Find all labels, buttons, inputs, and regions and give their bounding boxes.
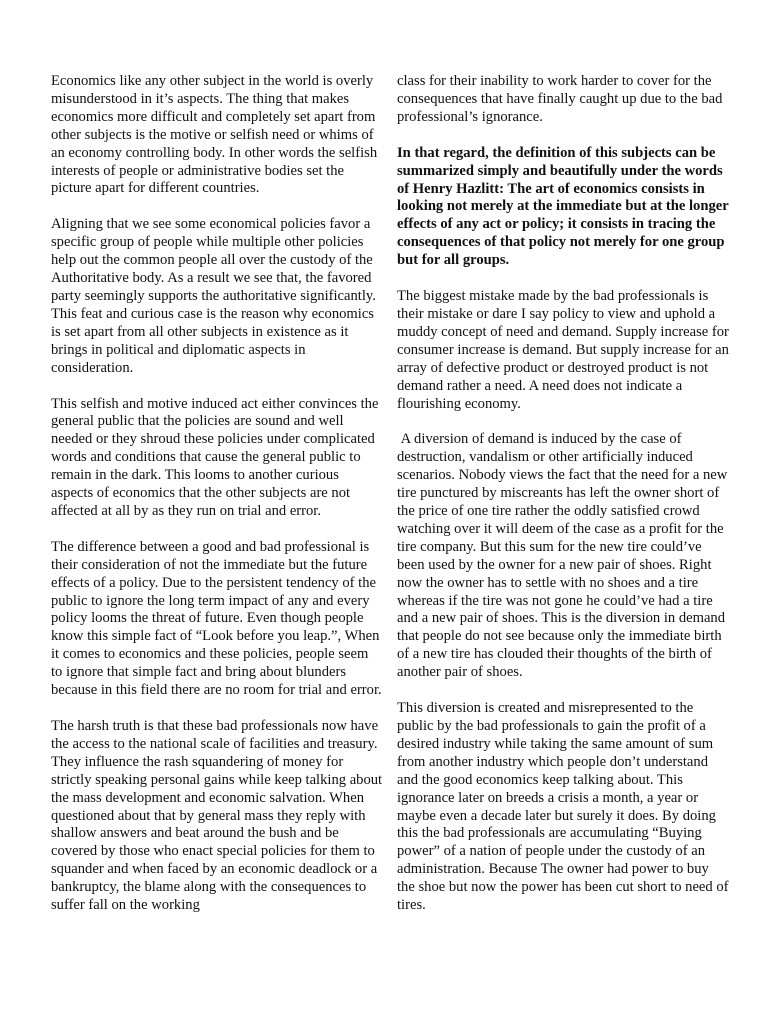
paragraph-need-demand: The biggest mistake made by the bad professionals is their mistake or dare I say policy to view and uphold a muddy concept of need and demand. Supply increase for consumer increase is demand. But supply increase for an array of defective product or destroyed product is not demand rather a need. A need does not indicate a flourishing economy. — [397, 288, 729, 412]
paragraph-continuation: class for their inability to work harder to cover for the consequences that have finally caught up due to the bad professional’s ignorance. — [397, 73, 723, 125]
paragraph-selfish-motive: This selfish and motive induced act either convinces the general public that the policies are sound and well needed or they shroud these policies under complicated words and conditions that cause the general public to remain in the dark. This looms to another curious aspects of economics that the other subjects are not affected at all by as they run on trial and error. — [51, 395, 379, 519]
paragraph-buying-power: This diversion is created and misrepresented to the public by the bad professionals to gain the profit of a desired industry while taking the same amount of sum from another industry which people don’t understand and the good economics keep talking about. This ignorance later on breeds a crisis a month, a year or maybe even a decade later but surely it does. By doing this the bad professionals are accumulating “Buying power” of a nation of people under the custody of an administration. Because The owner had power to buy the shoe but now the power has been cut short to need of tires. — [397, 700, 729, 914]
paragraph-harsh-truth: The harsh truth is that these bad professionals now have the access to the national scale of facilities and treasury. They influence the rash squandering of money for strictly speaking personal gains while keep talking about the mass development and economic salvation. When questioned about that by general mass they reply with shallow answers and beat around the bush and be covered by those who enact special policies for them to squander and when faced by an economic deadlock or a bankruptcy, the blame along with the consequences to suffer fall on the working — [51, 718, 383, 914]
paragraph-policies: Aligning that we see some economical policies favor a specific group of people while multiple other policies help out the common people all over the custody of the Authoritative body. As a result we see that, the favored party seemingly supports the authoritative significantly. This feat and curious case is the reason why economics is set apart from all other subjects in existence as it brings in political and diplomatic aspects in consideration. — [51, 216, 376, 376]
paragraph-good-bad-professional: The difference between a good and bad professional is their consideration of not the immediate but the future effects of a policy. Due to the persistent tendency of the public to ignore the long term impact of any and every policy looms the threat of future. Even though people know this simple fact of “Look before you leap.”, When it comes to economics and these policies, people seem to ignore that simple fact and bring about blunders because in this field there are no room for trial and error. — [51, 538, 382, 699]
paragraph-intro: Economics like any other subject in the world is overly misunderstood in it’s aspects. The thing that makes economics more difficult and completely set apart from other subjects is the motive or selfish need or whims of an economy controlling body. In other words the selfish interests of people or administrative bodies set the picture apart for different countries. — [51, 73, 378, 197]
right-column — [397, 73, 729, 933]
paragraph-diversion-demand: A diversion of demand is induced by the case of destruction, vandalism or other artificially induced scenarios. Nobody views the fact that the need for a new tire punctured by miscreants has left the owner short of the price of one tire rather the oddly satisfied crowd watching over it will deem of the case as a profit for the tire company. But this sum for the new tire could’ve been used by the owner for a new pair of shoes. Right now the owner has to settle with no shoes and a tire whereas if the tire was not gone he could’ve had a tire and a new pair of shoes. This is the diversion in demand that people do not see because only the immediate birth of a new tire has clouded their thoughts of the birth of another pair of shoes. — [397, 431, 731, 681]
paragraph-hazlitt-definition: In that regard, the definition of this subjects can be summarized simply and beautifully under the words of Henry Hazlitt: The art of economics consists in looking not merely at the immediate but at the longer effects of any act or policy; it consists in tracing the consequences of that policy not merely for one group but for all groups. — [397, 144, 729, 269]
left-column — [51, 73, 383, 933]
